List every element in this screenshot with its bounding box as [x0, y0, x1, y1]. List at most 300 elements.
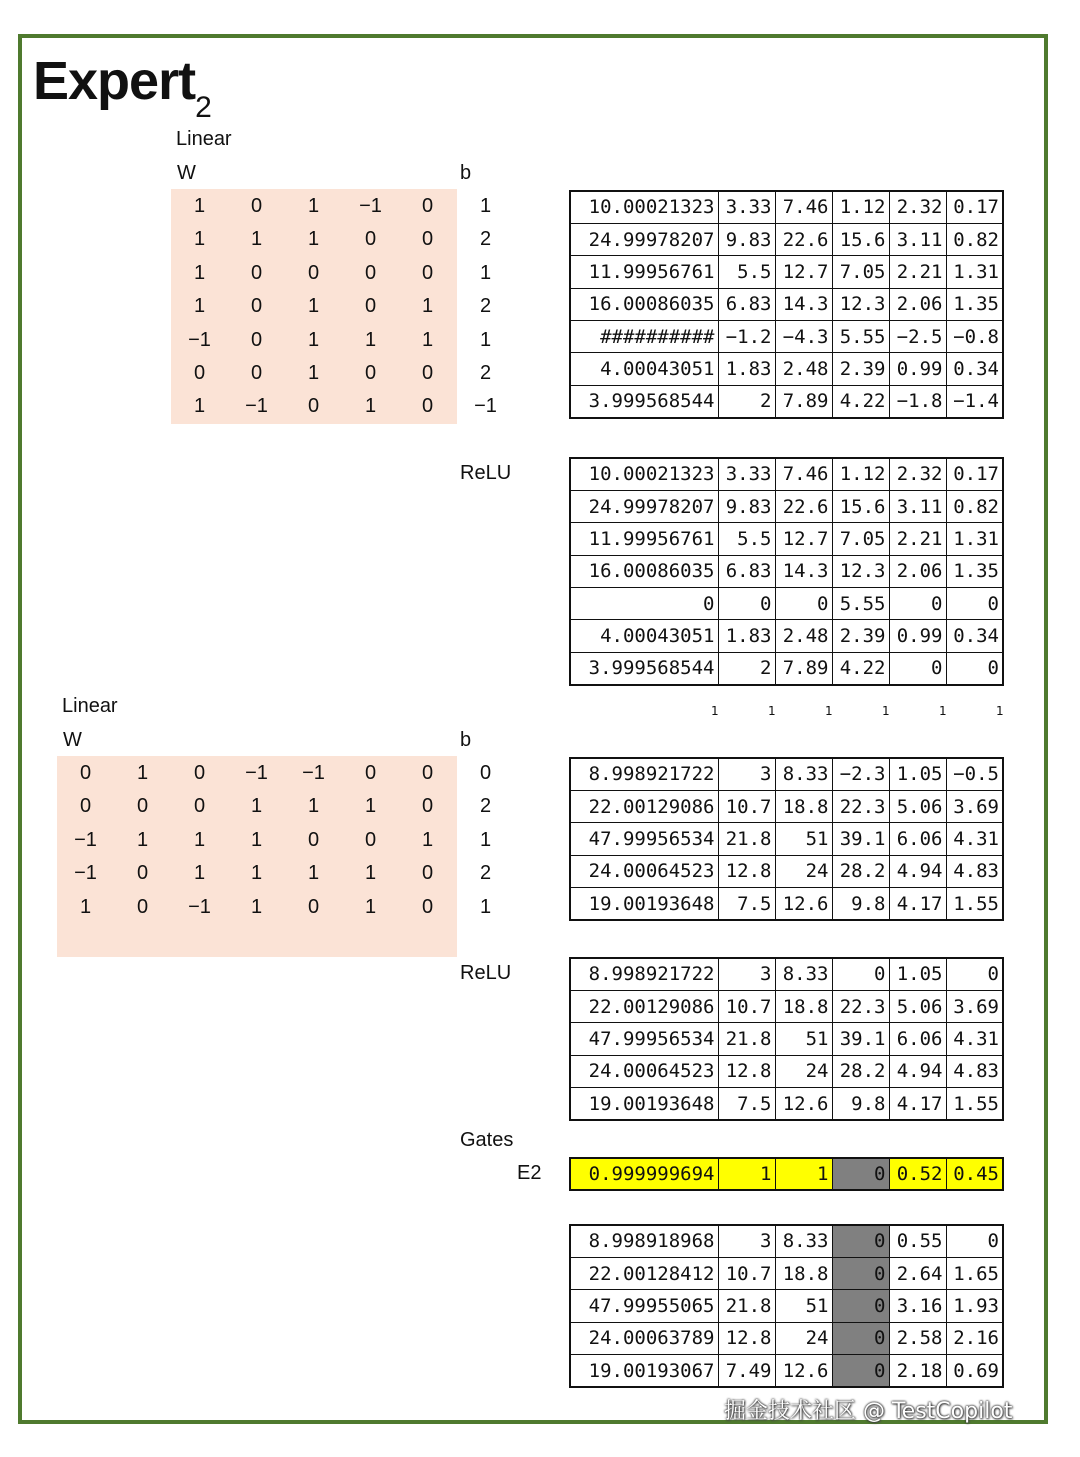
table-cell: 51 [775, 823, 832, 855]
table-cell: 0.69 [946, 1355, 1003, 1387]
table-row [570, 958, 1003, 990]
table-cell: 5.55 [832, 321, 889, 353]
table-cell: 1.31 [946, 523, 1003, 555]
layer1-weight-cell: 0 [193, 362, 206, 384]
table-cell: 7.5 [718, 1088, 775, 1120]
layer1-weight-cell: 1 [193, 228, 206, 251]
table-cell: 0 [832, 1355, 889, 1387]
table-cell: 4.31 [946, 823, 1003, 855]
table-cell: 4.83 [946, 855, 1003, 887]
layer2-weight-cell: 0 [364, 762, 377, 784]
table-cell: 2.06 [889, 288, 946, 320]
table-cell: 0.55 [889, 1225, 946, 1257]
layer1-weight-cell: 0 [250, 195, 263, 217]
table-cell: 12.7 [775, 256, 832, 288]
table-cell: −1.8 [889, 385, 946, 417]
table-cell: 8.33 [775, 1225, 832, 1257]
table-cell: 51 [775, 1290, 832, 1322]
layer2-weight-matrix [57, 756, 457, 957]
layer2-relu-label: ReLU [460, 962, 512, 984]
table-cell: 12.6 [775, 1355, 832, 1387]
table-cell: 5.06 [889, 790, 946, 822]
table-cell: −2.5 [889, 321, 946, 353]
table-cell: 0.34 [946, 353, 1003, 385]
layer1-weight-cell: 0 [250, 362, 263, 384]
layer2-weight-cell: −1 [245, 762, 268, 784]
table-cell: 12.8 [718, 1055, 775, 1087]
table-cell: 3.999568544 [570, 652, 718, 684]
table-cell: 5.5 [718, 256, 775, 288]
table-row [570, 652, 1003, 684]
table-cell: 21.8 [718, 1290, 775, 1322]
layer2-weight-cell: 0 [307, 895, 320, 918]
layer2-bias-cell: 0 [479, 762, 492, 784]
table-cell: 1.35 [946, 288, 1003, 320]
table-cell: 0 [832, 1225, 889, 1257]
layer2-weight-cell: 0 [136, 895, 149, 918]
table-cell: 4.94 [889, 855, 946, 887]
layer2-bias-cell: 2 [479, 862, 492, 885]
table-cell: 2.18 [889, 1355, 946, 1387]
table-cell: 22.00129086 [570, 790, 718, 822]
table-cell: 0 [832, 1158, 889, 1190]
table-cell: 0 [889, 652, 946, 684]
layer2-weight-cell: 1 [307, 862, 320, 885]
table-cell: 0.52 [889, 1158, 946, 1190]
table-cell: 15.6 [832, 223, 889, 255]
table-cell: 24.99978207 [570, 223, 718, 255]
layer2-weight-cell: 1 [364, 862, 377, 885]
table-cell: 1.65 [946, 1257, 1003, 1289]
layer2-weight-cell: 1 [79, 895, 92, 918]
table-cell: 4.22 [832, 385, 889, 417]
layer1-b-label: b [460, 162, 472, 184]
table-cell: 18.8 [775, 1257, 832, 1289]
layer1-weight-cell: 1 [193, 295, 206, 318]
table-cell: 0 [946, 588, 1003, 620]
table-cell: 0 [775, 588, 832, 620]
table-cell: 0.34 [946, 620, 1003, 652]
layer1-weight-cell: 1 [307, 362, 320, 384]
layer1-weight-cell: 1 [307, 195, 320, 217]
table-cell: 5.55 [832, 588, 889, 620]
table-cell: 12.3 [832, 288, 889, 320]
page-title: Expert$_2$ [33, 51, 211, 124]
table-cell: 7.5 [718, 888, 775, 920]
layer2-w-label: W [63, 729, 82, 751]
table-cell: 1 [775, 1158, 832, 1190]
layer1-weight-cell: 1 [364, 395, 377, 418]
layer2-weight-cell: 1 [193, 862, 206, 885]
layer1-weight-cell: 0 [421, 362, 434, 384]
table-row [570, 790, 1003, 822]
table-cell: 2.21 [889, 256, 946, 288]
table-cell: 3.69 [946, 990, 1003, 1022]
layer2-bias-cell: 1 [479, 895, 492, 918]
table-cell: 12.3 [832, 555, 889, 587]
table-cell: 7.05 [832, 523, 889, 555]
table-cell: 39.1 [832, 823, 889, 855]
table-row [570, 321, 1003, 353]
layer2-weight-cell: 0 [421, 795, 434, 818]
table-cell: 0.82 [946, 490, 1003, 522]
layer2-weight-cell: −1 [302, 762, 325, 784]
table-cell: 15.6 [832, 490, 889, 522]
layer2-weight-cell: −1 [74, 828, 97, 851]
table-cell: 39.1 [832, 1023, 889, 1055]
table-cell: 0.999999694 [570, 1158, 718, 1190]
table-cell: 3.69 [946, 790, 1003, 822]
layer1-weight-cell: 0 [421, 261, 434, 284]
table-cell: 14.3 [775, 288, 832, 320]
layer2-weight-cell: 1 [193, 828, 206, 851]
layer2-weight-cell: 1 [250, 895, 263, 918]
table-cell: 10.00021323 [570, 191, 718, 223]
layer1-weight-cell: 1 [364, 328, 377, 351]
table-cell: 2.21 [889, 523, 946, 555]
layer2-weight-cell: 0 [421, 895, 434, 918]
table-cell: 22.6 [775, 223, 832, 255]
layer1-bias-cell: 1 [479, 261, 492, 284]
layer2-relu-output-table [569, 957, 1004, 1121]
table-row [570, 1355, 1003, 1387]
table-cell: 10.7 [718, 990, 775, 1022]
table-cell: 19.00193648 [570, 1088, 718, 1120]
table-cell: 12.6 [775, 888, 832, 920]
table-cell: ########## [570, 321, 718, 353]
table-cell: 1.31 [946, 256, 1003, 288]
table-cell: 0 [946, 958, 1003, 990]
table-cell: 7.46 [775, 458, 832, 490]
layer2-weight-cell: 0 [307, 828, 320, 851]
table-cell: 0.99 [889, 620, 946, 652]
table-cell: 1.55 [946, 888, 1003, 920]
table-cell: 22.00128412 [570, 1257, 718, 1289]
layer2-weight-cell: 1 [136, 762, 149, 784]
table-cell: 1.93 [946, 1290, 1003, 1322]
layer1-relu-label: ReLU [460, 462, 512, 484]
layer1-weight-cell: 1 [193, 395, 206, 418]
table-cell: 4.00043051 [570, 620, 718, 652]
table-cell: 0.99 [889, 353, 946, 385]
table-row [570, 458, 1003, 490]
table-cell: 0.17 [946, 191, 1003, 223]
table-row [570, 1158, 1003, 1190]
table-cell: 3 [718, 758, 775, 790]
table-cell: 7.89 [775, 385, 832, 417]
table-cell: 0.45 [946, 1158, 1003, 1190]
layer1-weight-cell: 0 [421, 195, 434, 217]
table-cell: 47.99956534 [570, 823, 718, 855]
layer1-weight-cell: 1 [307, 295, 320, 318]
table-cell: 7.46 [775, 191, 832, 223]
table-cell: 2.06 [889, 555, 946, 587]
table-cell: 2.58 [889, 1322, 946, 1354]
layer2-weight-cell: 1 [364, 795, 377, 818]
layer1-weight-cell: 0 [250, 295, 263, 318]
ones-cell: 1 [882, 704, 890, 718]
table-cell: 9.8 [832, 888, 889, 920]
table-cell: 0 [832, 1322, 889, 1354]
table-cell: 9.83 [718, 223, 775, 255]
table-row [570, 620, 1003, 652]
layer2-linear-label: Linear [62, 695, 118, 717]
table-cell: 2.39 [832, 620, 889, 652]
table-cell: −2.3 [832, 758, 889, 790]
layer1-relu-output-table [569, 457, 1004, 686]
layer2-weight-cell: 1 [250, 795, 263, 818]
table-row [570, 223, 1003, 255]
table-cell: 0 [570, 588, 718, 620]
layer2-weight-cell: 0 [421, 862, 434, 885]
layer2-weight-cell: 0 [421, 762, 434, 784]
watermark: 掘金技术社区 @ TestCopilot [724, 1399, 1013, 1424]
gated-output-table [569, 1224, 1004, 1388]
layer1-weight-cell: 0 [250, 261, 263, 284]
table-cell: 24 [775, 1055, 832, 1087]
layer2-weight-cell: −1 [74, 862, 97, 885]
table-cell: 0 [832, 1257, 889, 1289]
table-cell: 24 [775, 1322, 832, 1354]
table-cell: 2 [718, 385, 775, 417]
table-cell: 3.11 [889, 490, 946, 522]
table-cell: 22.3 [832, 990, 889, 1022]
table-cell: 10.7 [718, 790, 775, 822]
table-cell: 24 [775, 855, 832, 887]
layer2-weight-cell: 0 [136, 795, 149, 818]
table-cell: 7.49 [718, 1355, 775, 1387]
table-cell: 4.83 [946, 1055, 1003, 1087]
table-cell: 4.31 [946, 1023, 1003, 1055]
table-row [570, 1023, 1003, 1055]
table-cell: 2.16 [946, 1322, 1003, 1354]
table-cell: 12.7 [775, 523, 832, 555]
gate-row-label: E2 [517, 1162, 542, 1184]
table-row [570, 523, 1003, 555]
table-cell: 8.33 [775, 758, 832, 790]
layer2-weight-cell: 1 [250, 828, 263, 851]
table-row [570, 191, 1003, 223]
table-row [570, 490, 1003, 522]
layer1-weight-cell: 0 [364, 228, 377, 251]
table-cell: 5.5 [718, 523, 775, 555]
layer1-weight-cell: 1 [250, 228, 263, 251]
table-cell: 0.17 [946, 458, 1003, 490]
layer1-weight-cell: −1 [188, 328, 211, 351]
table-row [570, 288, 1003, 320]
table-cell: 28.2 [832, 855, 889, 887]
table-cell: −0.5 [946, 758, 1003, 790]
layer1-bias-cell: −1 [474, 395, 497, 418]
table-cell: −4.3 [775, 321, 832, 353]
table-row [570, 855, 1003, 887]
table-cell: −1.4 [946, 385, 1003, 417]
table-cell: 1.05 [889, 958, 946, 990]
layer1-weight-cell: −1 [359, 195, 382, 217]
table-cell: 6.06 [889, 823, 946, 855]
layer1-weight-cell: 1 [193, 195, 206, 217]
table-cell: 16.00086035 [570, 555, 718, 587]
layer1-weight-cell: 1 [421, 295, 434, 318]
layer2-weight-cell: 0 [193, 762, 206, 784]
layer2-bias-cell: 2 [479, 795, 492, 818]
layer2-weight-cell: 1 [307, 795, 320, 818]
table-cell: 1.35 [946, 555, 1003, 587]
table-cell: 24.00064523 [570, 855, 718, 887]
layer2-weight-cell: 1 [364, 895, 377, 918]
table-cell: 2.48 [775, 620, 832, 652]
table-cell: 1.12 [832, 191, 889, 223]
table-cell: 7.05 [832, 256, 889, 288]
table-row [570, 990, 1003, 1022]
table-cell: 24.00064523 [570, 1055, 718, 1087]
layer1-weight-matrix [171, 189, 457, 424]
table-row [570, 888, 1003, 920]
table-cell: 1 [718, 1158, 775, 1190]
table-cell: 16.00086035 [570, 288, 718, 320]
table-cell: 14.3 [775, 555, 832, 587]
table-cell: 3 [718, 958, 775, 990]
table-cell: −0.8 [946, 321, 1003, 353]
table-row [570, 1225, 1003, 1257]
table-cell: 0 [946, 1225, 1003, 1257]
gates-label: Gates [460, 1129, 514, 1151]
table-cell: 12.8 [718, 1322, 775, 1354]
layer2-weight-cell: 1 [421, 828, 434, 851]
table-cell: 21.8 [718, 1023, 775, 1055]
table-row [570, 1055, 1003, 1087]
table-row [570, 588, 1003, 620]
table-row [570, 1322, 1003, 1354]
table-cell: 18.8 [775, 990, 832, 1022]
table-cell: 28.2 [832, 1055, 889, 1087]
table-cell: 8.998921722 [570, 958, 718, 990]
table-row [570, 555, 1003, 587]
table-cell: 3.11 [889, 223, 946, 255]
table-cell: 5.06 [889, 990, 946, 1022]
table-row [570, 1088, 1003, 1120]
table-cell: 6.83 [718, 555, 775, 587]
table-cell: 7.89 [775, 652, 832, 684]
table-cell: 22.3 [832, 790, 889, 822]
layer1-weight-cell: 0 [364, 261, 377, 284]
table-cell: 21.8 [718, 823, 775, 855]
table-cell: 9.8 [832, 1088, 889, 1120]
layer1-weight-cell: −1 [245, 395, 268, 418]
layer1-weight-cell: 1 [193, 261, 206, 284]
table-cell: 47.99955065 [570, 1290, 718, 1322]
layer2-weight-cell: 0 [79, 795, 92, 818]
table-row [570, 385, 1003, 417]
table-cell: 6.83 [718, 288, 775, 320]
table-cell: 3.33 [718, 458, 775, 490]
table-cell: 9.83 [718, 490, 775, 522]
table-cell: 1.55 [946, 1088, 1003, 1120]
table-row [570, 1290, 1003, 1322]
table-cell: 19.00193067 [570, 1355, 718, 1387]
table-cell: 18.8 [775, 790, 832, 822]
table-cell: 4.22 [832, 652, 889, 684]
table-cell: 51 [775, 1023, 832, 1055]
layer1-bias-cell: 2 [479, 362, 492, 384]
table-cell: 4.17 [889, 888, 946, 920]
ones-cell: 1 [711, 704, 719, 718]
table-cell: 1.83 [718, 620, 775, 652]
table-cell: 0 [832, 958, 889, 990]
table-row [570, 823, 1003, 855]
table-cell: 0 [832, 1290, 889, 1322]
table-cell: 0 [946, 652, 1003, 684]
ones-cell: 1 [996, 704, 1004, 718]
table-cell: 4.94 [889, 1055, 946, 1087]
table-cell: 2.48 [775, 353, 832, 385]
layer1-w-label: W [177, 162, 196, 184]
table-cell: 8.33 [775, 958, 832, 990]
layer1-weight-cell: 0 [421, 228, 434, 251]
table-cell: 4.17 [889, 1088, 946, 1120]
layer2-weight-cell: 0 [79, 762, 92, 784]
table-cell: 2 [718, 652, 775, 684]
table-cell: 1.05 [889, 758, 946, 790]
table-cell: 10.7 [718, 1257, 775, 1289]
layer1-linear-label: Linear [176, 128, 232, 150]
table-cell: 10.00021323 [570, 458, 718, 490]
table-cell: 1.12 [832, 458, 889, 490]
table-cell: 3.999568544 [570, 385, 718, 417]
layer2-linear-output-table [569, 757, 1004, 921]
layer2-bias-cell: 1 [479, 828, 492, 851]
table-cell: 0 [718, 588, 775, 620]
layer2-weight-cell: 1 [250, 862, 263, 885]
table-cell: 2.32 [889, 191, 946, 223]
layer1-bias-cell: 2 [479, 228, 492, 251]
table-row [570, 758, 1003, 790]
table-cell: 11.99956761 [570, 523, 718, 555]
layer1-weight-cell: 0 [307, 261, 320, 284]
table-cell: 3 [718, 1225, 775, 1257]
table-cell: 1.83 [718, 353, 775, 385]
table-cell: 0.82 [946, 223, 1003, 255]
table-row [570, 1257, 1003, 1289]
table-cell: 24.00063789 [570, 1322, 718, 1354]
layer1-weight-cell: 0 [364, 362, 377, 384]
table-cell: 12.6 [775, 1088, 832, 1120]
table-row [570, 353, 1003, 385]
layer2-weight-cell: 0 [136, 862, 149, 885]
table-cell: 3.16 [889, 1290, 946, 1322]
layer1-linear-output-table [569, 190, 1004, 419]
table-cell: 2.32 [889, 458, 946, 490]
layer1-weight-cell: 1 [307, 228, 320, 251]
layer1-bias-cell: 2 [479, 295, 492, 318]
layer1-weight-cell: 0 [421, 395, 434, 418]
table-cell: 2.39 [832, 353, 889, 385]
layer2-b-label: b [460, 729, 472, 751]
layer2-weight-cell: 0 [364, 828, 377, 851]
ones-cell: 1 [825, 704, 833, 718]
table-row [570, 256, 1003, 288]
layer2-weight-cell: 0 [193, 795, 206, 818]
table-cell: −1.2 [718, 321, 775, 353]
table-cell: 4.00043051 [570, 353, 718, 385]
table-cell: 11.99956761 [570, 256, 718, 288]
table-cell: 22.00129086 [570, 990, 718, 1022]
table-cell: 0 [889, 588, 946, 620]
table-cell: 3.33 [718, 191, 775, 223]
table-cell: 24.99978207 [570, 490, 718, 522]
ones-cell: 1 [939, 704, 947, 718]
layer1-weight-cell: 0 [250, 328, 263, 351]
